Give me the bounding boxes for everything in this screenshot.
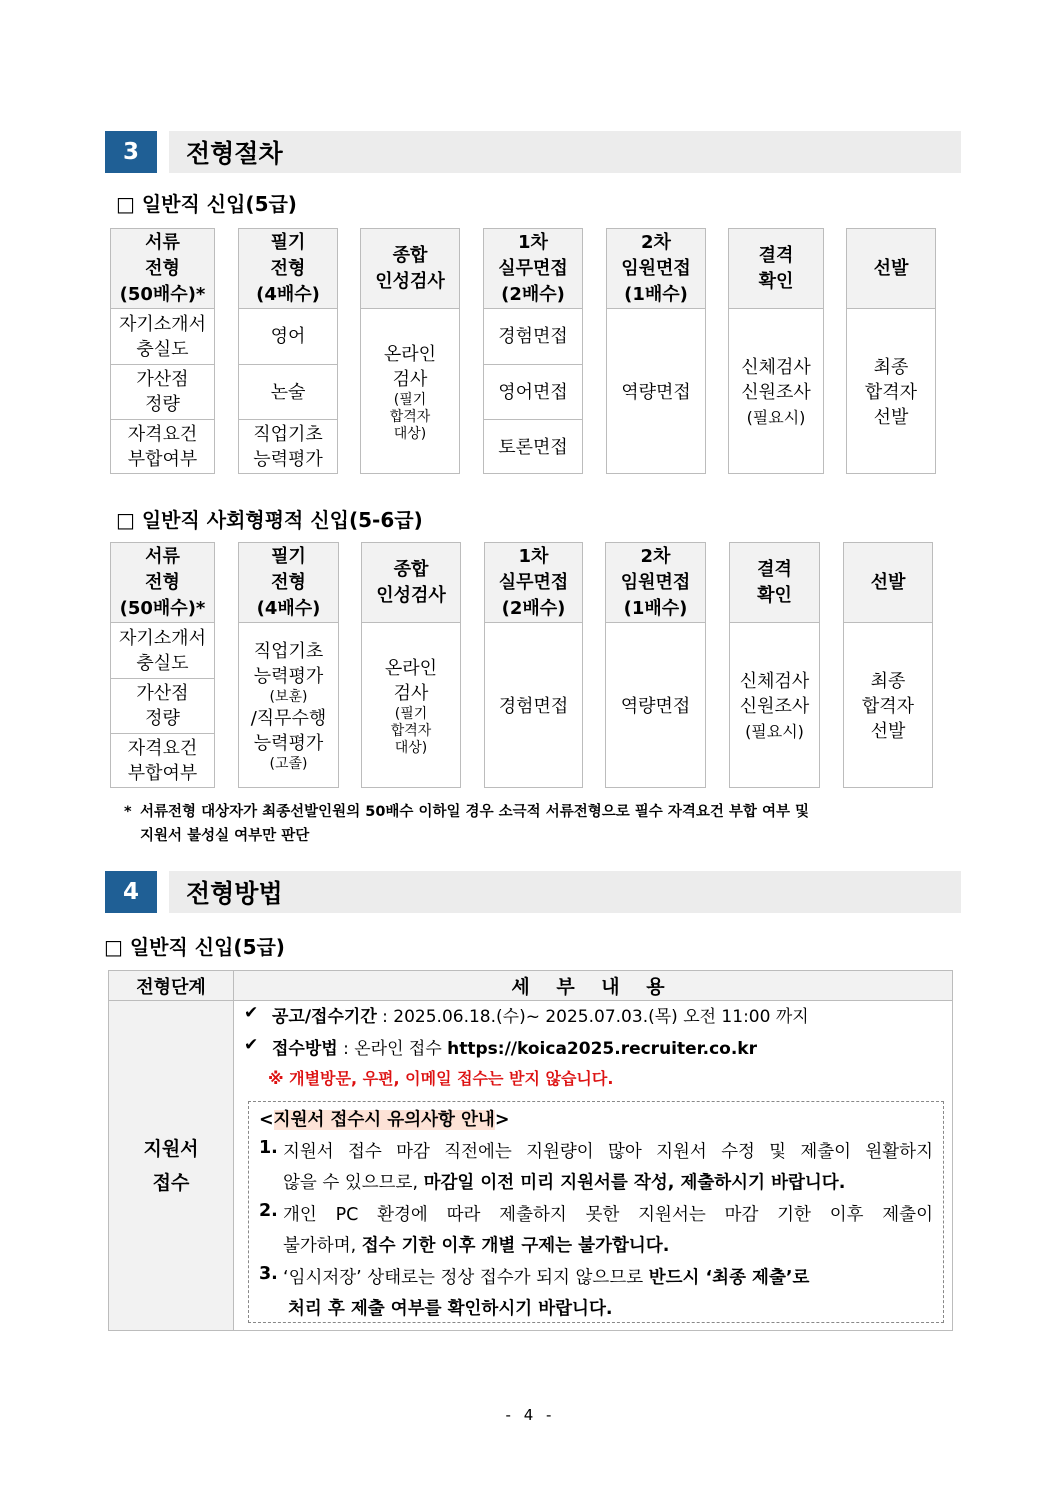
notice-2-text: 불가하며,: [283, 1236, 362, 1256]
disqual-note: (필요시): [746, 407, 806, 427]
flow1-col-select: [846, 228, 936, 474]
flow2-col-disqual: [729, 542, 820, 788]
notice-title-line: [259, 1106, 509, 1131]
notice-1-number: 1.: [259, 1138, 278, 1158]
interview1-cell: 경험면접: [498, 695, 569, 717]
section-number: 4: [105, 871, 157, 913]
personality-cell: [361, 309, 459, 475]
col-header: 2차 임원면접 (1배수): [606, 543, 705, 623]
notice-2-number: 2.: [259, 1201, 278, 1221]
method-label: 접수방법: [272, 1039, 338, 1059]
page-number: - 4 -: [505, 1406, 556, 1424]
notice-close: >: [494, 1110, 510, 1130]
flow2-col-interview2: [605, 542, 706, 788]
footnote-mark: *: [124, 804, 132, 820]
flow1-heading: □ 일반직 신입(5급): [116, 192, 297, 216]
notice-2-emphasis: 접수 기한 이후 개별 구제는 불가합니다.: [361, 1236, 670, 1256]
notice-3-line-a: [283, 1264, 809, 1289]
col-header-stage: 전형단계: [109, 971, 234, 1001]
disqual-main: 신체검사 신원조사: [739, 670, 810, 717]
notice-open: <: [259, 1110, 274, 1130]
flow1-col-interview1: [483, 228, 583, 474]
flow1-col-interview2: [606, 228, 706, 474]
notice-title: 지원서 접수시 유의사항 안내: [273, 1110, 495, 1130]
flow1-col-disqual: [728, 228, 824, 474]
section-3-header: [105, 131, 961, 173]
warning-text: ※ 개별방문, 우편, 이메일 접수는 받지 않습니다.: [268, 1069, 614, 1088]
interview1-item: 경험면접: [498, 326, 568, 347]
doc-item: 자기소개서 충실도: [119, 627, 206, 674]
interview1-item: 영어면접: [484, 364, 582, 419]
notice-3-number: 3.: [259, 1264, 278, 1284]
notice-1-emphasis: 마감일 이전 미리 지원서를 작성, 제출하시기 바랍니다.: [423, 1173, 846, 1193]
footnote-line2: 지원서 불성실 여부만 판단: [140, 828, 310, 844]
disqual-main: 신체검사 신원조사: [741, 356, 811, 403]
stage-cell: 지원서 접수: [109, 1001, 234, 1330]
doc-item: 가산점 정량: [111, 364, 214, 419]
col-header: 2차 임원면접 (1배수): [607, 229, 705, 309]
personality-note: (필기 합격자 대상): [390, 705, 432, 756]
interview1-item: 토론면접: [484, 419, 582, 474]
period-line: [272, 1002, 809, 1027]
disqual-cell: [729, 309, 823, 475]
col-header-detail: 세 부 내 용: [234, 971, 952, 1001]
section-number: 3: [105, 131, 157, 173]
doc-item: 자격요건 부합여부: [111, 733, 214, 788]
select-cell: 최종 합격자 선발: [864, 356, 918, 428]
col-header: 결격 확인: [730, 543, 819, 623]
notice-3-text: ‘임시저장’ 상태로는 정상 접수가 되지 않으므로: [283, 1268, 649, 1288]
interview2-cell: 역량면접: [620, 695, 691, 717]
section-title: 전형절차: [169, 131, 961, 173]
flow2-col-written: [238, 542, 339, 788]
written-a-note: (보훈): [269, 689, 308, 705]
col-header: 필기 전형 (4배수): [239, 543, 338, 623]
notice-1-text: 않을 수 있으므로,: [283, 1173, 424, 1193]
interview2-cell: 역량면접: [621, 381, 691, 403]
disqual-note: (필요시): [745, 721, 804, 741]
col-header: 1차 실무면접 (2배수): [485, 543, 582, 623]
period-value: : 2025.06.18.(수)~ 2025.07.03.(목) 오전 11:00 까지: [376, 1007, 809, 1027]
written-b-note: (고졸): [269, 756, 308, 772]
disqual-cell: [730, 623, 819, 789]
period-label: 공고/접수기간: [272, 1007, 377, 1027]
written-item: 영어: [270, 326, 306, 347]
written-cell: [239, 623, 338, 789]
notice-2-line-a: 개인 PC 환경에 따라 제출하지 못한 지원서는 마감 기한 이후 제출이: [283, 1205, 933, 1225]
doc-item: 가산점 정량: [111, 678, 214, 733]
col-header: 필기 전형 (4배수): [239, 229, 337, 309]
footnote-line1: 서류전형 대상자가 최종선발인원의 50배수 이하일 경우 소극적 서류전형으로 필수 자격요건 부합 여부 및: [140, 804, 810, 820]
notice-3-line-b: 처리 후 제출 여부를 확인하시기 바랍니다.: [288, 1299, 613, 1319]
written-item: 논술: [239, 364, 337, 419]
check-icon: ✔: [244, 1003, 259, 1023]
flow1-col-personality: [360, 228, 460, 474]
application-url: https://koica2025.recruiter.co.kr: [447, 1039, 757, 1059]
personality-cell: [362, 623, 460, 789]
notice-1-line-a: 지원서 접수 마감 직전에는 지원량이 많아 지원서 수정 및 제출이 원활하지: [283, 1142, 933, 1162]
select-cell: 최종 합격자 선발: [861, 670, 915, 742]
personality-note: (필기 합격자 대상): [389, 391, 431, 442]
col-header: 종합 인성검사: [361, 229, 459, 309]
personality-main: 온라인 검사: [384, 657, 438, 704]
method-heading: □ 일반직 신입(5급): [104, 935, 285, 959]
written-a: 직업기초 능력평가: [253, 641, 324, 687]
notice-1-line-b: [283, 1169, 845, 1194]
personality-main: 온라인 검사: [383, 343, 437, 390]
col-header: 종합 인성검사: [362, 543, 460, 623]
flow2-col-personality: [361, 542, 461, 788]
col-header: 서류 전형 (50배수)*: [111, 229, 214, 309]
col-header: 결격 확인: [729, 229, 823, 309]
col-header: 선발: [847, 229, 935, 309]
col-header: 1차 실무면접 (2배수): [484, 229, 582, 309]
doc-item: 자기소개서 충실도: [119, 313, 206, 360]
flow1-col-document: [110, 228, 215, 474]
notice-3-emphasis: 반드시 ‘최종 제출’로: [648, 1268, 810, 1288]
col-header: 선발: [844, 543, 932, 623]
method-line: [272, 1034, 757, 1059]
written-b: /직무수행 능력평가: [250, 708, 327, 754]
flow2-col-document: [110, 542, 215, 788]
col-header: 서류 전형 (50배수)*: [111, 543, 214, 623]
doc-item: 자격요건 부합여부: [111, 419, 214, 474]
section-4-header: [105, 871, 961, 913]
check-icon: ✔: [244, 1035, 259, 1055]
written-item: 직업기초 능력평가: [239, 419, 337, 474]
notice-2-line-b: [283, 1232, 669, 1257]
flow1-col-written: [238, 228, 338, 474]
flow2-col-select: [843, 542, 933, 788]
flow2-col-interview1: [484, 542, 583, 788]
flow2-heading: □ 일반직 사회형평적 신입(5-6급): [116, 508, 423, 532]
section-title: 전형방법: [169, 871, 961, 913]
method-value: : 온라인 접수: [337, 1039, 448, 1059]
